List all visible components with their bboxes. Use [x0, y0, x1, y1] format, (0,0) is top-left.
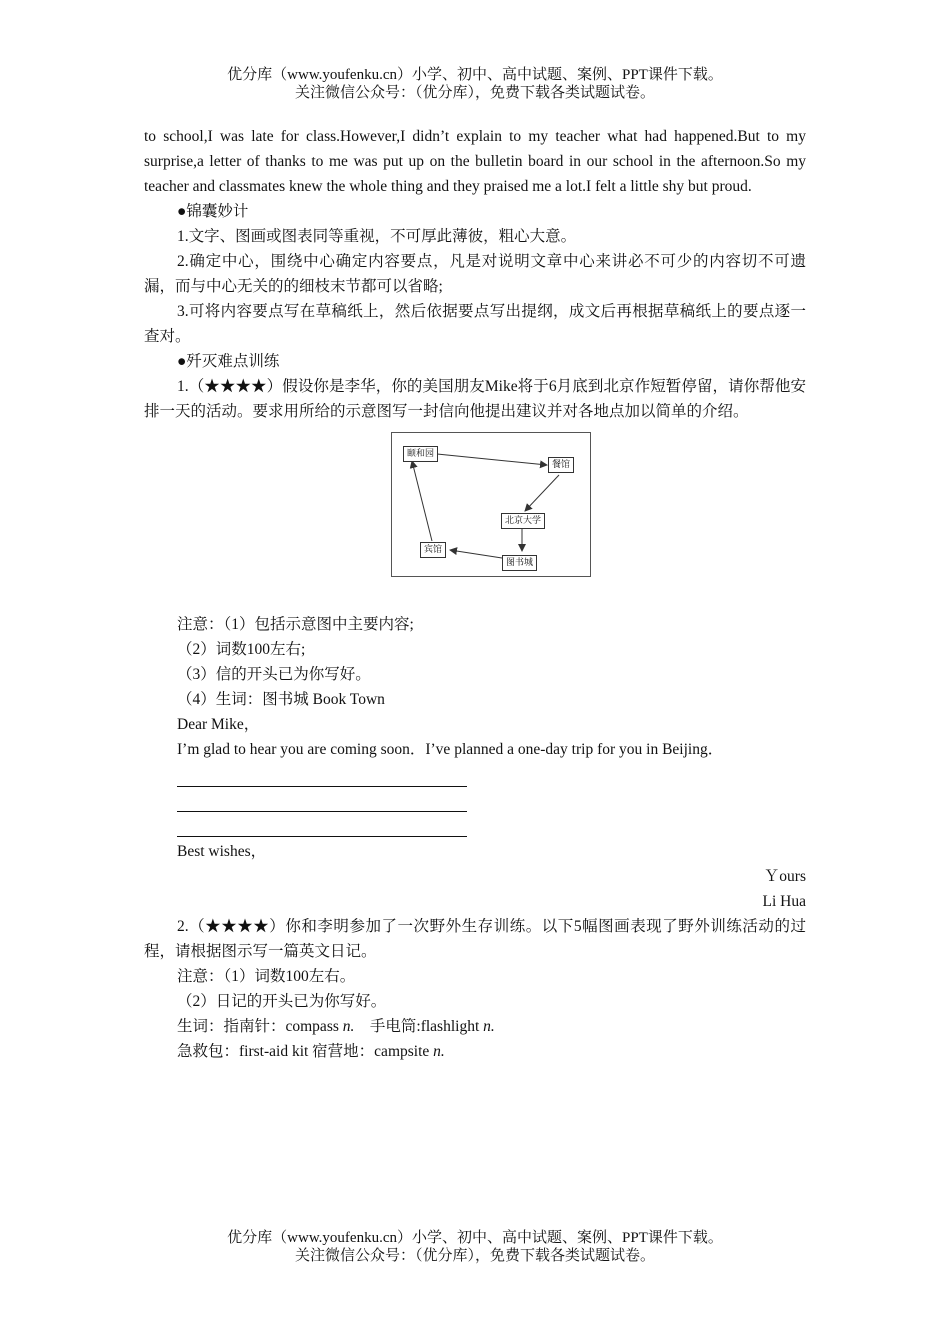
training-heading: ●歼灭难点训练 — [177, 353, 280, 370]
vocab-pos: n. — [342, 1018, 355, 1035]
q2-note: 注意：（1）词数100左右。 — [177, 968, 356, 985]
document-body — [144, 124, 806, 1064]
vocab-pos: n. — [433, 1043, 445, 1060]
letter-signature: Li Hua — [762, 893, 806, 910]
q1-note: （3）信的开头已为你写好。 — [177, 666, 371, 683]
footer-line-1: 优分库（www.youfenku.cn）小学、初中、高中试题、案例、PPT课件下载。 — [227, 1230, 723, 1246]
node-summer-palace: 颐和园 — [403, 446, 438, 462]
letter-signoff: Ｙours — [763, 868, 806, 885]
answer-line[interactable] — [177, 812, 467, 837]
header-line-2: 关注微信公众号：（优分库），免费下载各类试题试卷。 — [294, 85, 655, 101]
question-2-prompt: 2.（★★★★）你和李明参加了一次野外生存训练。以下5幅图画表现了野外训练活动的过程，请根据图示写一篇英文日记。 — [144, 918, 806, 960]
node-restaurant: 餐馆 — [548, 457, 574, 473]
vocab-pos: n. — [483, 1018, 495, 1035]
vocab-flashlight: 手电筒:flashlight — [354, 1018, 484, 1035]
intro-paragraph: to school,I was late for class.However,I didn’t explain to my teacher what had happened.But to my surprise,a letter of thanks to me was put up on the bulletin board in our school in the afternoon.So my teacher and classmates knew the whole thing and they praised me a lot.I felt a little shy but proud. — [144, 128, 806, 195]
node-hotel: 宾馆 — [420, 542, 446, 558]
arrow-restaurant-to-peking-university — [525, 475, 559, 511]
q1-note: 注意：（1）包括示意图中主要内容; — [177, 616, 414, 633]
tip-item: 3.可将内容要点写在草稿纸上，然后依据要点写出提纲，成文后再根据草稿纸上的要点逐一查对。 — [144, 303, 806, 345]
q1-note: （4）生词：图书城 Book Town — [177, 691, 385, 708]
route-diagram — [391, 432, 591, 577]
letter-greeting: Dear Mike， — [177, 716, 260, 733]
letter-opening: I’m glad to hear you are coming soon．I’ve planned a one-day trip for you in Beijing． — [177, 741, 724, 758]
answer-line[interactable] — [177, 762, 467, 787]
question-1-prompt: 1.（★★★★）假设你是李华，你的美国朋友Mike将于6月底到北京作短暂停留，请你帮他安排一天的活动。要求用所给的示意图写一封信向他提出建议并对各地点加以简单的介绍。 — [144, 378, 806, 420]
footer-line-2: 关注微信公众号：（优分库），免费下载各类试题试卷。 — [294, 1248, 655, 1264]
tip-item: 1.文字、图画或图表同等重视，不可厚此薄彼，粗心大意。 — [177, 228, 577, 245]
page-header — [0, 66, 950, 102]
node-peking-university: 北京大学 — [501, 513, 545, 529]
answer-line[interactable] — [177, 787, 467, 812]
vocab-line-1 — [144, 1014, 806, 1039]
q1-note: （2）词数100左右; — [177, 641, 306, 658]
route-diagram-container — [144, 424, 806, 612]
header-line-1: 优分库（www.youfenku.cn）小学、初中、高中试题、案例、PPT课件下载。 — [227, 67, 723, 83]
page-footer — [0, 1229, 950, 1265]
vocab-compass: 生词：指南针：compass — [177, 1018, 343, 1035]
arrow-summer-palace-to-restaurant — [437, 454, 547, 465]
arrow-hotel-to-summer-palace — [412, 461, 432, 541]
node-book-town: 图书城 — [502, 555, 537, 571]
vocab-line-2 — [144, 1039, 806, 1064]
arrow-book-town-to-hotel — [450, 550, 502, 558]
letter-closing: Best wishes， — [177, 843, 267, 860]
tip-item: 2.确定中心，围绕中心确定内容要点，凡是对说明文章中心来讲必不可少的内容切不可遗漏，而与中心无关的的细枝末节都可以省略; — [144, 253, 806, 295]
tips-heading: ●锦囊妙计 — [177, 203, 249, 220]
q2-note: （2）日记的开头已为你写好。 — [177, 993, 387, 1010]
vocab-first-aid-campsite: 急救包：first-aid kit 宿营地：campsite — [177, 1043, 434, 1060]
